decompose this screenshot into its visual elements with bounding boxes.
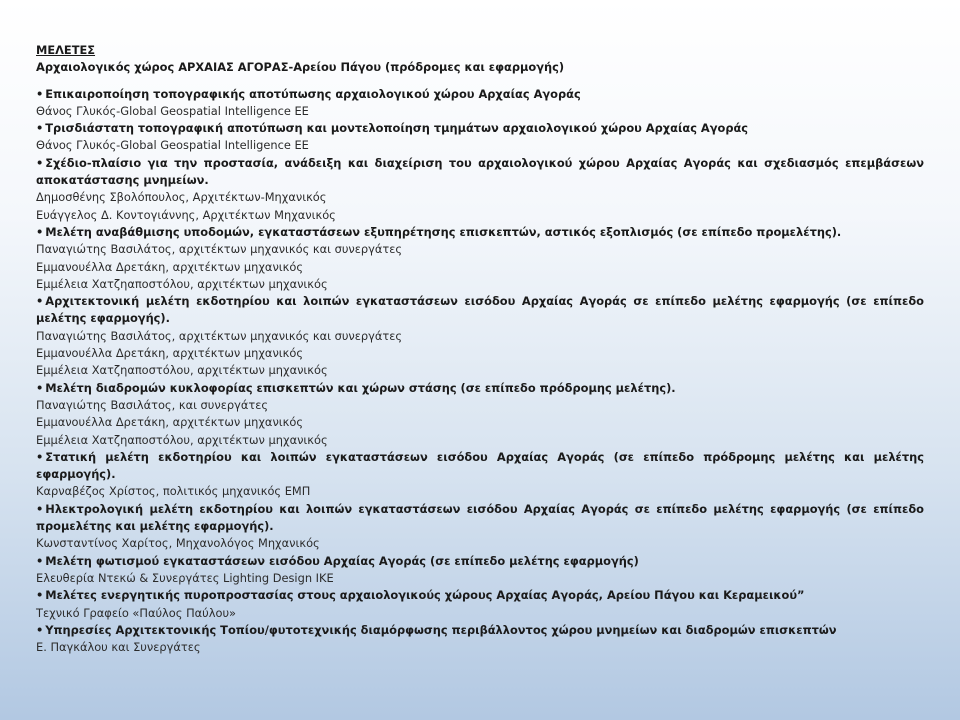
study-title bbox=[36, 293, 924, 328]
study-entry bbox=[36, 120, 924, 155]
bullet-icon: • bbox=[36, 501, 44, 516]
study-author: Θάνος Γλυκός-Global Geospatial Intelligence ΕΕ bbox=[36, 103, 309, 118]
bullet-icon: • bbox=[36, 86, 44, 101]
study-entry bbox=[36, 86, 924, 121]
study-title-text: Υπηρεσίες Αρχιτεκτονικής Τοπίου/φυτοτεχνικής διαμόρφωσης περιβάλλοντος χώρου μνημείων και διαδρομών επισκεπτών bbox=[45, 622, 837, 637]
study-entry bbox=[36, 155, 924, 224]
bullet-icon: • bbox=[36, 449, 44, 464]
study-author: Εμμανουέλλα Δρετάκη, αρχιτέκτων μηχανικός bbox=[36, 415, 304, 430]
study-entry bbox=[36, 553, 924, 588]
study-author: Εμμέλεια Χατζηαποστόλου, αρχιτέκτων μηχανικός bbox=[36, 276, 328, 291]
bullet-icon: • bbox=[36, 121, 44, 136]
bullet-icon: • bbox=[36, 622, 44, 637]
study-entry bbox=[36, 293, 924, 379]
study-title bbox=[36, 587, 924, 604]
study-title bbox=[36, 120, 924, 137]
study-author: Εμμέλεια Χατζηαποστόλου, αρχιτέκτων μηχανικός bbox=[36, 363, 328, 378]
document-subtitle: Αρχαιολογικός χώρος ΑΡΧΑΙΑΣ ΑΓΟΡΑΣ-Αρείου Πάγου (πρόδρομες και εφαρμογής) bbox=[36, 60, 565, 75]
study-title-text: Σχέδιο-πλαίσιο για την προστασία, ανάδειξη και διαχείριση του αρχαιολογικού χώρου Αρχαίας Αγοράς και σχεδιασμός επεμβάσεων αποκατάστασης μνημείων. bbox=[36, 155, 924, 188]
study-entry bbox=[36, 501, 924, 553]
study-title bbox=[36, 86, 924, 103]
study-title-text: Επικαιροποίηση τοπογραφικής αποτύπωσης αρχαιολογικού χώρου Αρχαίας Αγοράς bbox=[45, 86, 581, 101]
study-title bbox=[36, 224, 924, 241]
study-author: Θάνος Γλυκός-Global Geospatial Intelligence ΕΕ bbox=[36, 138, 309, 153]
study-author: Παναγιώτης Βασιλάτος, αρχιτέκτων μηχανικός και συνεργάτες bbox=[36, 242, 403, 257]
study-title bbox=[36, 449, 924, 484]
study-title-text: Μελέτη αναβάθμισης υποδομών, εγκαταστάσεων εξυπηρέτησης επισκεπτών, αστικός εξοπλισμός (σε επίπεδο προμελέτης). bbox=[45, 224, 842, 239]
study-author: Τεχνικό Γραφείο «Παύλος Παύλου» bbox=[36, 605, 236, 620]
study-author: Ευάγγελος Δ. Κοντογιάννης, Αρχιτέκτων Μηχανικός bbox=[36, 207, 336, 222]
study-entry bbox=[36, 587, 924, 622]
study-title-text: Μελέτες ενεργητικής πυροπροστασίας στους αρχαιολογικούς χώρους Αρχαίας Αγοράς, Αρείου Πάγου και Κεραμεικού” bbox=[45, 588, 805, 603]
study-title bbox=[36, 380, 924, 397]
study-title bbox=[36, 553, 924, 570]
study-author: Δημοσθένης Σβολόπουλος, Αρχιτέκτων-Μηχανικός bbox=[36, 190, 327, 205]
study-author: Εμμέλεια Χατζηαποστόλου, αρχιτέκτων μηχανικός bbox=[36, 432, 328, 447]
study-author: Παναγιώτης Βασιλάτος, αρχιτέκτων μηχανικός και συνεργάτες bbox=[36, 328, 403, 343]
study-title bbox=[36, 622, 924, 639]
document-title: ΜΕΛΕΤΕΣ bbox=[36, 43, 96, 57]
study-author: Εμμανουέλλα Δρετάκη, αρχιτέκτων μηχανικός bbox=[36, 259, 304, 274]
study-entry bbox=[36, 449, 924, 501]
study-title-text: Μελέτη διαδρομών κυκλοφορίας επισκεπτών και χώρων στάσης (σε επίπεδο πρόδρομης μελέτης). bbox=[45, 380, 676, 395]
study-author: Ελευθερία Ντεκώ & Συνεργάτες Lighting Design ΙΚΕ bbox=[36, 570, 334, 585]
bullet-icon: • bbox=[36, 294, 44, 309]
studies-list bbox=[36, 86, 924, 657]
study-title-text: Ηλεκτρολογική μελέτη εκδοτηρίου και λοιπών εγκαταστάσεων εισόδου Αρχαίας Αγοράς σε επίπεδο μελέτης εφαρμογής (σε επίπεδο προμελέτης και μελέτης εφαρμογής). bbox=[36, 501, 924, 534]
bullet-icon: • bbox=[36, 224, 44, 239]
bullet-icon: • bbox=[36, 553, 44, 568]
study-title bbox=[36, 155, 924, 190]
study-entry bbox=[36, 622, 924, 657]
study-title bbox=[36, 501, 924, 536]
study-author: Κωνσταντίνος Χαρίτος, Μηχανολόγος Μηχανικός bbox=[36, 536, 320, 551]
bullet-icon: • bbox=[36, 155, 44, 170]
bullet-icon: • bbox=[36, 380, 44, 395]
study-entry bbox=[36, 380, 924, 449]
study-title-text: Αρχιτεκτονική μελέτη εκδοτηρίου και λοιπών εγκαταστάσεων εισόδου Αρχαίας Αγοράς σε επίπεδο μελέτης εφαρμογής (σε επίπεδο μελέτης εφαρμογής). bbox=[36, 294, 924, 326]
study-author: Καρναβέζος Χρίστος, πολιτικός μηχανικός ΕΜΠ bbox=[36, 484, 311, 499]
study-title-text: Τρισδιάστατη τοπογραφική αποτύπωση και μοντελοποίηση τμημάτων αρχαιολογικού χώρου Αρχαίας Αγοράς bbox=[45, 121, 749, 136]
study-author: Ε. Παγκάλου και Συνεργάτες bbox=[36, 640, 201, 655]
document-body bbox=[36, 42, 924, 656]
study-entry bbox=[36, 224, 924, 293]
study-title-text: Μελέτη φωτισμού εγκαταστάσεων εισόδου Αρχαίας Αγοράς (σε επίπεδο μελέτης εφαρμογής) bbox=[45, 553, 639, 568]
study-author: Εμμανουέλλα Δρετάκη, αρχιτέκτων μηχανικός bbox=[36, 346, 304, 361]
study-title-text: Στατική μελέτη εκδοτηρίου και λοιπών εγκαταστάσεων εισόδου Αρχαίας Αγοράς (σε επίπεδο πρόδρομης μελέτης και μελέτης εφαρμογής). bbox=[36, 449, 924, 482]
study-author: Παναγιώτης Βασιλάτος, και συνεργάτες bbox=[36, 397, 269, 412]
bullet-icon: • bbox=[36, 588, 44, 603]
